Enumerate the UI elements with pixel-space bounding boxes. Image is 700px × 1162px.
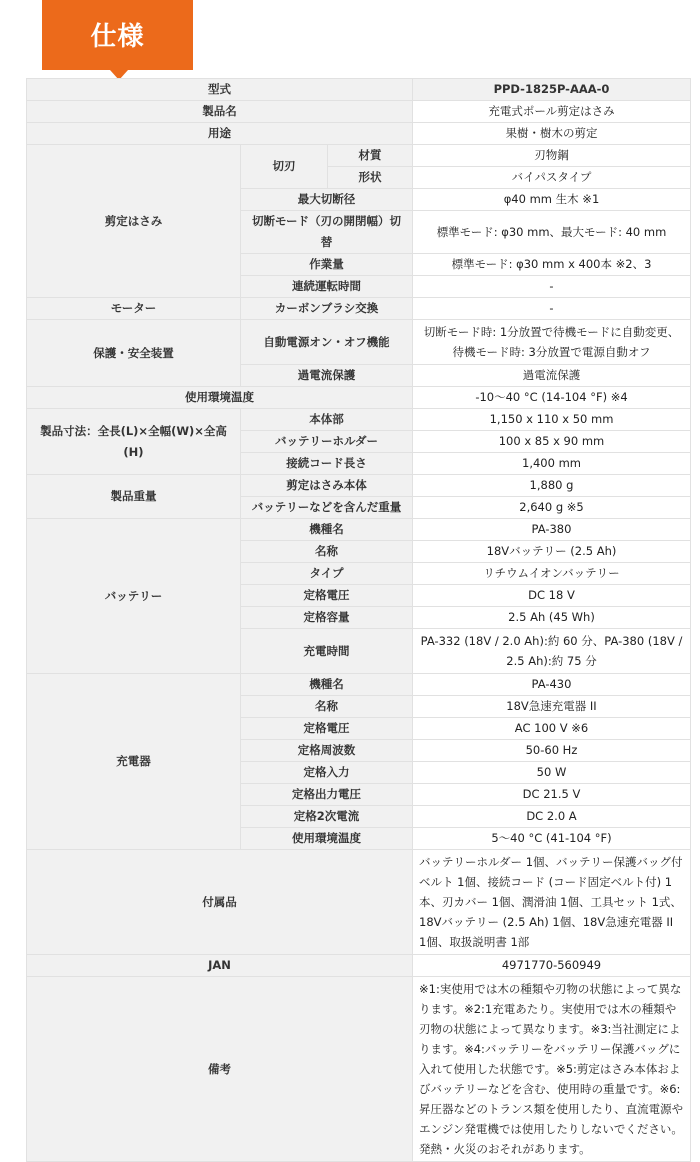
table-row — [27, 850, 691, 955]
row-value: リチウムイオンバッテリー — [413, 563, 691, 585]
row-value: 18Vバッテリー (2.5 Ah) — [413, 541, 691, 563]
row-label: 名称 — [241, 541, 413, 563]
section-title: 仕様 — [90, 22, 145, 52]
row-value: 50 W — [413, 762, 691, 784]
row-value: PA-332 (18V / 2.0 Ah):約 60 分、PA-380 (18V / 2.5 Ah):約 75 分 — [413, 629, 691, 674]
row-value: 充電式ポール剪定はさみ — [413, 101, 691, 123]
row-value: 切断モード時: 1分放置で待機モードに自動変更、待機モード時: 3分放置で電源自動オフ — [413, 320, 691, 365]
group-label: 製品寸法：全長(L)×全幅(W)×全高(H) — [27, 409, 241, 475]
group-label: 保護・安全装置 — [27, 320, 241, 387]
row-label: 定格容量 — [241, 607, 413, 629]
row-value: 1,400 mm — [413, 453, 691, 475]
row-value: 5〜40 °C (41-104 °F) — [413, 828, 691, 850]
group-label: モーター — [27, 298, 241, 320]
row-label: 定格出力電圧 — [241, 784, 413, 806]
model-label: 型式 — [27, 79, 413, 101]
row-label: 接続コード長さ — [241, 453, 413, 475]
row-label: 付属品 — [27, 850, 413, 955]
table-row — [27, 409, 691, 431]
row-value: DC 18 V — [413, 585, 691, 607]
row-label: 定格電圧 — [241, 585, 413, 607]
row-value: DC 2.0 A — [413, 806, 691, 828]
row-label: 充電時間 — [241, 629, 413, 674]
row-label: 定格2次電流 — [241, 806, 413, 828]
row-label: 作業量 — [241, 254, 413, 276]
table-row — [27, 475, 691, 497]
row-value: -10〜40 °C (14-104 °F) ※4 — [413, 387, 691, 409]
row-label: 備考 — [27, 977, 413, 1162]
row-value: 1,880 g — [413, 475, 691, 497]
row-label: 切断モード（刃の開閉幅）切替 — [241, 211, 413, 254]
row-label: 最大切断径 — [241, 189, 413, 211]
row-label: 形状 — [328, 167, 413, 189]
table-row — [27, 320, 691, 365]
row-label: 剪定はさみ本体 — [241, 475, 413, 497]
row-value: 2.5 Ah (45 Wh) — [413, 607, 691, 629]
row-value: 刃物鋼 — [413, 145, 691, 167]
group-label: 剪定はさみ — [27, 145, 241, 298]
row-value: 100 x 85 x 90 mm — [413, 431, 691, 453]
model-value: PPD-1825P-AAA-0 — [413, 79, 691, 101]
table-row — [27, 123, 691, 145]
row-value: 標準モード: φ30 mm x 400本 ※2、3 — [413, 254, 691, 276]
row-label: タイプ — [241, 563, 413, 585]
row-label: 機種名 — [241, 674, 413, 696]
row-value: 50-60 Hz — [413, 740, 691, 762]
row-value: φ40 mm 生木 ※1 — [413, 189, 691, 211]
row-label: バッテリーホルダー — [241, 431, 413, 453]
row-value: 過電流保護 — [413, 365, 691, 387]
row-value: AC 100 V ※6 — [413, 718, 691, 740]
row-label: 過電流保護 — [241, 365, 413, 387]
row-value: バイパスタイプ — [413, 167, 691, 189]
row-value: 18V急速充電器 II — [413, 696, 691, 718]
table-row — [27, 674, 691, 696]
row-label: 本体部 — [241, 409, 413, 431]
row-value: バッテリーホルダー 1個、バッテリー保護バッグ付ベルト 1個、接続コード (コード固定ベルト付) 1本、刃カバー 1個、潤滑油 1個、工具セット 1式、18Vバッテリー (2.5 Ah) 1個、18V急速充電器 II 1個、取扱説明書 1部 — [413, 850, 691, 955]
row-value: 4971770-560949 — [413, 955, 691, 977]
table-row — [27, 145, 691, 167]
row-value: 標準モード: φ30 mm、最大モード: 40 mm — [413, 211, 691, 254]
row-label: 連続運転時間 — [241, 276, 413, 298]
row-label: カーボンブラシ交換 — [241, 298, 413, 320]
row-label: 使用環境温度 — [27, 387, 413, 409]
row-label: 定格入力 — [241, 762, 413, 784]
table-row — [27, 519, 691, 541]
row-value: PA-430 — [413, 674, 691, 696]
subgroup-label: 切刃 — [241, 145, 328, 189]
row-label: 用途 — [27, 123, 413, 145]
row-label: 名称 — [241, 696, 413, 718]
row-label: 機種名 — [241, 519, 413, 541]
row-label: 製品名 — [27, 101, 413, 123]
row-value: 1,150 x 110 x 50 mm — [413, 409, 691, 431]
row-value: - — [413, 298, 691, 320]
row-label: 使用環境温度 — [241, 828, 413, 850]
row-label: JAN — [27, 955, 413, 977]
group-label: バッテリー — [27, 519, 241, 674]
row-value: PA-380 — [413, 519, 691, 541]
row-value: - — [413, 276, 691, 298]
row-label: 自動電源オン・オフ機能 — [241, 320, 413, 365]
table-row — [27, 101, 691, 123]
row-label: 定格周波数 — [241, 740, 413, 762]
row-value: 2,640 g ※5 — [413, 497, 691, 519]
row-value: DC 21.5 V — [413, 784, 691, 806]
table-row — [27, 79, 691, 101]
section-title-badge — [42, 0, 193, 70]
row-label: 定格電圧 — [241, 718, 413, 740]
row-value: 果樹・樹木の剪定 — [413, 123, 691, 145]
table-row — [27, 977, 691, 1162]
table-row — [27, 387, 691, 409]
spec-table — [26, 78, 691, 1162]
row-label: 材質 — [328, 145, 413, 167]
table-row — [27, 298, 691, 320]
group-label: 充電器 — [27, 674, 241, 850]
group-label: 製品重量 — [27, 475, 241, 519]
row-label: バッテリーなどを含んだ重量 — [241, 497, 413, 519]
row-value: ※1:実使用では木の種類や刃物の状態によって異なります。※2:1充電あたり。実使用では木の種類や刃物の状態によって異なります。※3:当社測定によります。※4:バッテリーをバッテリー保護バッグに入れて使用した状態です。※5:剪定はさみ本体およびバッテリーなどを含む、使用時の重量です。※6:昇圧器などのトランス類を使用したり、直流電源やエンジン発電機では使用したりしないでください。発熱・火災のおそれがあります。 — [413, 977, 691, 1162]
table-row — [27, 955, 691, 977]
